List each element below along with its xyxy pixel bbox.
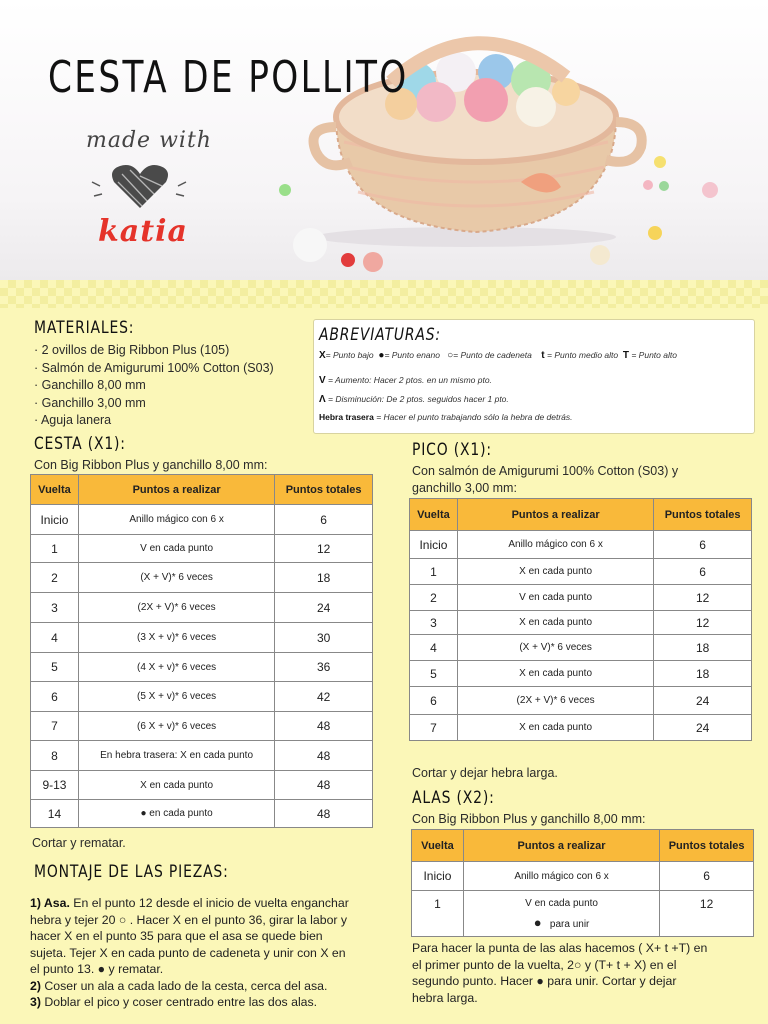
list-item: · Salmón de Amigurumi 100% Cotton (S03) bbox=[34, 360, 274, 375]
materiales-heading: MATERIALES: bbox=[34, 318, 135, 338]
table-cell: 4 bbox=[410, 635, 458, 661]
cesta-table bbox=[30, 474, 373, 828]
table-cell: 1 bbox=[31, 535, 79, 563]
text-span: En el punto 12 desde el inicio de vuelta enganchar bbox=[73, 896, 349, 910]
table-cell: 48 bbox=[275, 771, 373, 800]
table-cell: X en cada punto bbox=[457, 559, 653, 585]
alas-after-text bbox=[412, 940, 762, 1006]
table-cell: 6 bbox=[275, 505, 373, 535]
text-line bbox=[30, 895, 405, 912]
table-cell: 6 bbox=[660, 862, 754, 891]
abbr-text: = Punto bajo bbox=[325, 350, 374, 360]
column-header: Puntos a realizar bbox=[78, 475, 274, 505]
abbreviations-box bbox=[313, 319, 755, 434]
table-cell: (X + V)* 6 veces bbox=[78, 563, 274, 593]
table-cell: 7 bbox=[410, 715, 458, 741]
text-line: el primer punto de la vuelta, 2○ y (T+ t + X) en el bbox=[412, 957, 677, 972]
table-cell: V en cada punto bbox=[78, 535, 274, 563]
table-row bbox=[410, 531, 752, 559]
table-cell: (6 X + v)* 6 veces bbox=[78, 712, 274, 741]
cesta-after-text: Cortar y rematar. bbox=[32, 836, 126, 850]
table-cell: 48 bbox=[275, 741, 373, 771]
table-cell: 18 bbox=[654, 661, 752, 687]
abbr-text: = Punto alto bbox=[631, 350, 677, 360]
cesta-subtitle: Con Big Ribbon Plus y ganchillo 8,00 mm: bbox=[34, 458, 268, 472]
abbr-text: = Punto enano bbox=[384, 350, 440, 360]
pico-after-text: Cortar y dejar hebra larga. bbox=[412, 766, 558, 780]
table-row bbox=[31, 535, 373, 563]
text-line: Para hacer la punta de las alas hacemos ( X+ t +T) en bbox=[412, 941, 708, 955]
pico-subtitle: Con salmón de Amigurumi 100% Cotton (S03) y bbox=[412, 464, 679, 478]
step-label: 3) bbox=[30, 995, 41, 1009]
table-cell: 6 bbox=[654, 531, 752, 559]
table-cell: 8 bbox=[31, 741, 79, 771]
table-cell bbox=[463, 891, 659, 937]
table-cell: X en cada punto bbox=[78, 771, 274, 800]
table-cell: 24 bbox=[654, 715, 752, 741]
table-cell: 4 bbox=[31, 623, 79, 653]
page-title: CESTA DE POLLITO bbox=[48, 52, 409, 103]
table-cell: Anillo mágico con 6 x bbox=[78, 505, 274, 535]
column-header: Puntos totales bbox=[275, 475, 373, 505]
abbr-text: = Aumento: Hacer 2 ptos. en un mismo pto. bbox=[328, 375, 492, 385]
alas-table bbox=[411, 829, 754, 937]
table-cell: (3 X + v)* 6 veces bbox=[78, 623, 274, 653]
made-with-label: made with bbox=[86, 128, 212, 153]
pico-heading: PICO (X1): bbox=[412, 440, 492, 460]
montaje-text bbox=[30, 895, 405, 1011]
table-row bbox=[31, 593, 373, 623]
katia-logo: katia bbox=[98, 214, 188, 249]
table-cell: 12 bbox=[654, 611, 752, 635]
table-cell: 30 bbox=[275, 623, 373, 653]
abbr-symbol: ● bbox=[378, 350, 385, 361]
table-cell: 12 bbox=[654, 585, 752, 611]
table-cell: Inicio bbox=[412, 862, 464, 891]
table-row bbox=[410, 715, 752, 741]
table-cell: 6 bbox=[410, 687, 458, 715]
text-line: segundo punto. Hacer ● para unir. Cortar y dejar bbox=[412, 974, 677, 988]
table-cell: 12 bbox=[275, 535, 373, 563]
table-cell: 2 bbox=[410, 585, 458, 611]
table-cell: 12 bbox=[660, 891, 754, 937]
table-cell: 48 bbox=[275, 712, 373, 741]
table-cell: (2X + V)* 6 veces bbox=[457, 687, 653, 715]
table-cell: ● en cada punto bbox=[78, 800, 274, 828]
table-cell-line: V en cada punto bbox=[525, 897, 598, 909]
table-cell: X en cada punto bbox=[457, 611, 653, 635]
table-row bbox=[412, 891, 754, 937]
table-cell: Anillo mágico con 6 x bbox=[457, 531, 653, 559]
abbreviations-heading: ABREVIATURAS: bbox=[319, 325, 441, 345]
table-cell: Inicio bbox=[31, 505, 79, 535]
table-row bbox=[410, 635, 752, 661]
column-header: Puntos a realizar bbox=[463, 830, 659, 862]
table-row bbox=[412, 862, 754, 891]
materiales-list bbox=[34, 342, 274, 430]
table-row bbox=[410, 687, 752, 715]
abbreviations-line bbox=[319, 412, 573, 422]
text-line: el punto 13. ● y rematar. bbox=[30, 962, 164, 976]
abbr-symbol: Λ bbox=[319, 394, 326, 405]
abbr-text: = Hacer el punto trabajando sólo la hebra de detrás. bbox=[376, 412, 573, 422]
text-line: sujeta. Tejer X en cada punto de cadeneta y unir con X en bbox=[30, 945, 346, 960]
table-row bbox=[410, 661, 752, 687]
abbr-text: = Disminución: De 2 ptos. seguidos hacer 1 pto. bbox=[328, 394, 509, 404]
step-label: 2) bbox=[30, 978, 41, 993]
pico-subtitle: ganchillo 3,00 mm: bbox=[412, 481, 517, 495]
abbr-text: = Punto de cadeneta bbox=[453, 350, 532, 360]
table-cell: 3 bbox=[31, 593, 79, 623]
checker-divider bbox=[0, 280, 768, 308]
column-header: Puntos a realizar bbox=[457, 499, 653, 531]
table-cell-line bbox=[464, 915, 659, 930]
table-cell: X en cada punto bbox=[457, 715, 653, 741]
table-row bbox=[31, 712, 373, 741]
text-span: Coser un ala a cada lado de la cesta, cerca del asa. bbox=[44, 978, 328, 993]
table-row bbox=[410, 611, 752, 635]
table-cell: 1 bbox=[412, 891, 464, 937]
table-cell: 5 bbox=[31, 653, 79, 682]
table-cell: 36 bbox=[275, 653, 373, 682]
text-line: hacer X en el punto 35 para que el asa se quede bien bbox=[30, 929, 323, 943]
list-item: · Ganchillo 8,00 mm bbox=[34, 378, 146, 392]
list-item: · 2 ovillos de Big Ribbon Plus (105) bbox=[34, 343, 230, 357]
text-line: hebra larga. bbox=[412, 990, 478, 1005]
table-cell: 48 bbox=[275, 800, 373, 828]
table-cell: 24 bbox=[275, 593, 373, 623]
alas-subtitle: Con Big Ribbon Plus y ganchillo 8,00 mm: bbox=[412, 812, 646, 826]
table-cell: En hebra trasera: X en cada punto bbox=[78, 741, 274, 771]
column-header: Vuelta bbox=[410, 499, 458, 531]
abbr-symbol: Hebra trasera bbox=[319, 412, 374, 422]
table-row bbox=[31, 800, 373, 828]
abbr-symbol: V bbox=[319, 375, 326, 386]
column-header: Vuelta bbox=[31, 475, 79, 505]
table-cell: (2X + V)* 6 veces bbox=[78, 593, 274, 623]
table-cell: X en cada punto bbox=[457, 661, 653, 687]
abbreviations-line bbox=[319, 394, 509, 405]
table-cell: 18 bbox=[654, 635, 752, 661]
abbr-symbol: X bbox=[319, 350, 326, 361]
table-cell: 9-13 bbox=[31, 771, 79, 800]
text-line bbox=[30, 978, 405, 995]
pico-table bbox=[409, 498, 752, 741]
table-cell: 6 bbox=[654, 559, 752, 585]
abbr-symbol: T bbox=[622, 350, 629, 361]
abbr-symbol: ○ bbox=[447, 350, 454, 361]
table-row bbox=[31, 505, 373, 535]
abbreviations-line bbox=[319, 375, 492, 386]
abbreviations-line bbox=[319, 350, 677, 361]
cesta-heading: CESTA (X1): bbox=[34, 434, 126, 454]
text-line: hebra y tejer 20 ○ . Hacer X en el punto 36, girar la labor y bbox=[30, 912, 348, 927]
table-cell: 18 bbox=[275, 563, 373, 593]
table-row bbox=[31, 741, 373, 771]
table-cell: 2 bbox=[31, 563, 79, 593]
montaje-heading: MONTAJE DE LAS PIEZAS: bbox=[34, 862, 229, 882]
table-cell: 1 bbox=[410, 559, 458, 585]
header-photo bbox=[0, 0, 768, 282]
table-cell: (5 X + v)* 6 veces bbox=[78, 682, 274, 712]
list-item: · Ganchillo 3,00 mm bbox=[34, 395, 146, 410]
table-cell: Anillo mágico con 6 x bbox=[463, 862, 659, 891]
table-cell: (X + V)* 6 veces bbox=[457, 635, 653, 661]
table-row bbox=[31, 623, 373, 653]
table-row bbox=[31, 771, 373, 800]
abbr-text: = Punto medio alto bbox=[547, 350, 619, 360]
table-row bbox=[410, 559, 752, 585]
table-row bbox=[31, 682, 373, 712]
text-line bbox=[30, 994, 405, 1011]
table-cell: Inicio bbox=[410, 531, 458, 559]
text-span: Doblar el pico y coser centrado entre las dos alas. bbox=[44, 995, 318, 1009]
table-cell: 14 bbox=[31, 800, 79, 828]
table-cell: 7 bbox=[31, 712, 79, 741]
table-cell: 42 bbox=[275, 682, 373, 712]
table-cell: 6 bbox=[31, 682, 79, 712]
table-cell: (4 X + v)* 6 veces bbox=[78, 653, 274, 682]
table-row bbox=[31, 563, 373, 593]
list-item: · Aguja lanera bbox=[34, 413, 112, 427]
table-cell: V en cada punto bbox=[457, 585, 653, 611]
abbr-symbol: t bbox=[541, 350, 545, 361]
alas-heading: ALAS (X2): bbox=[412, 788, 495, 808]
table-cell: 5 bbox=[410, 661, 458, 687]
column-header: Puntos totales bbox=[660, 830, 754, 862]
step-label: 1) Asa. bbox=[30, 896, 70, 910]
table-cell: 3 bbox=[410, 611, 458, 635]
table-cell: 24 bbox=[654, 687, 752, 715]
table-row bbox=[31, 653, 373, 682]
bullet-icon: ● bbox=[533, 914, 542, 930]
column-header: Vuelta bbox=[412, 830, 464, 862]
table-cell-text: para unir bbox=[549, 918, 590, 930]
column-header: Puntos totales bbox=[654, 499, 752, 531]
table-row bbox=[410, 585, 752, 611]
